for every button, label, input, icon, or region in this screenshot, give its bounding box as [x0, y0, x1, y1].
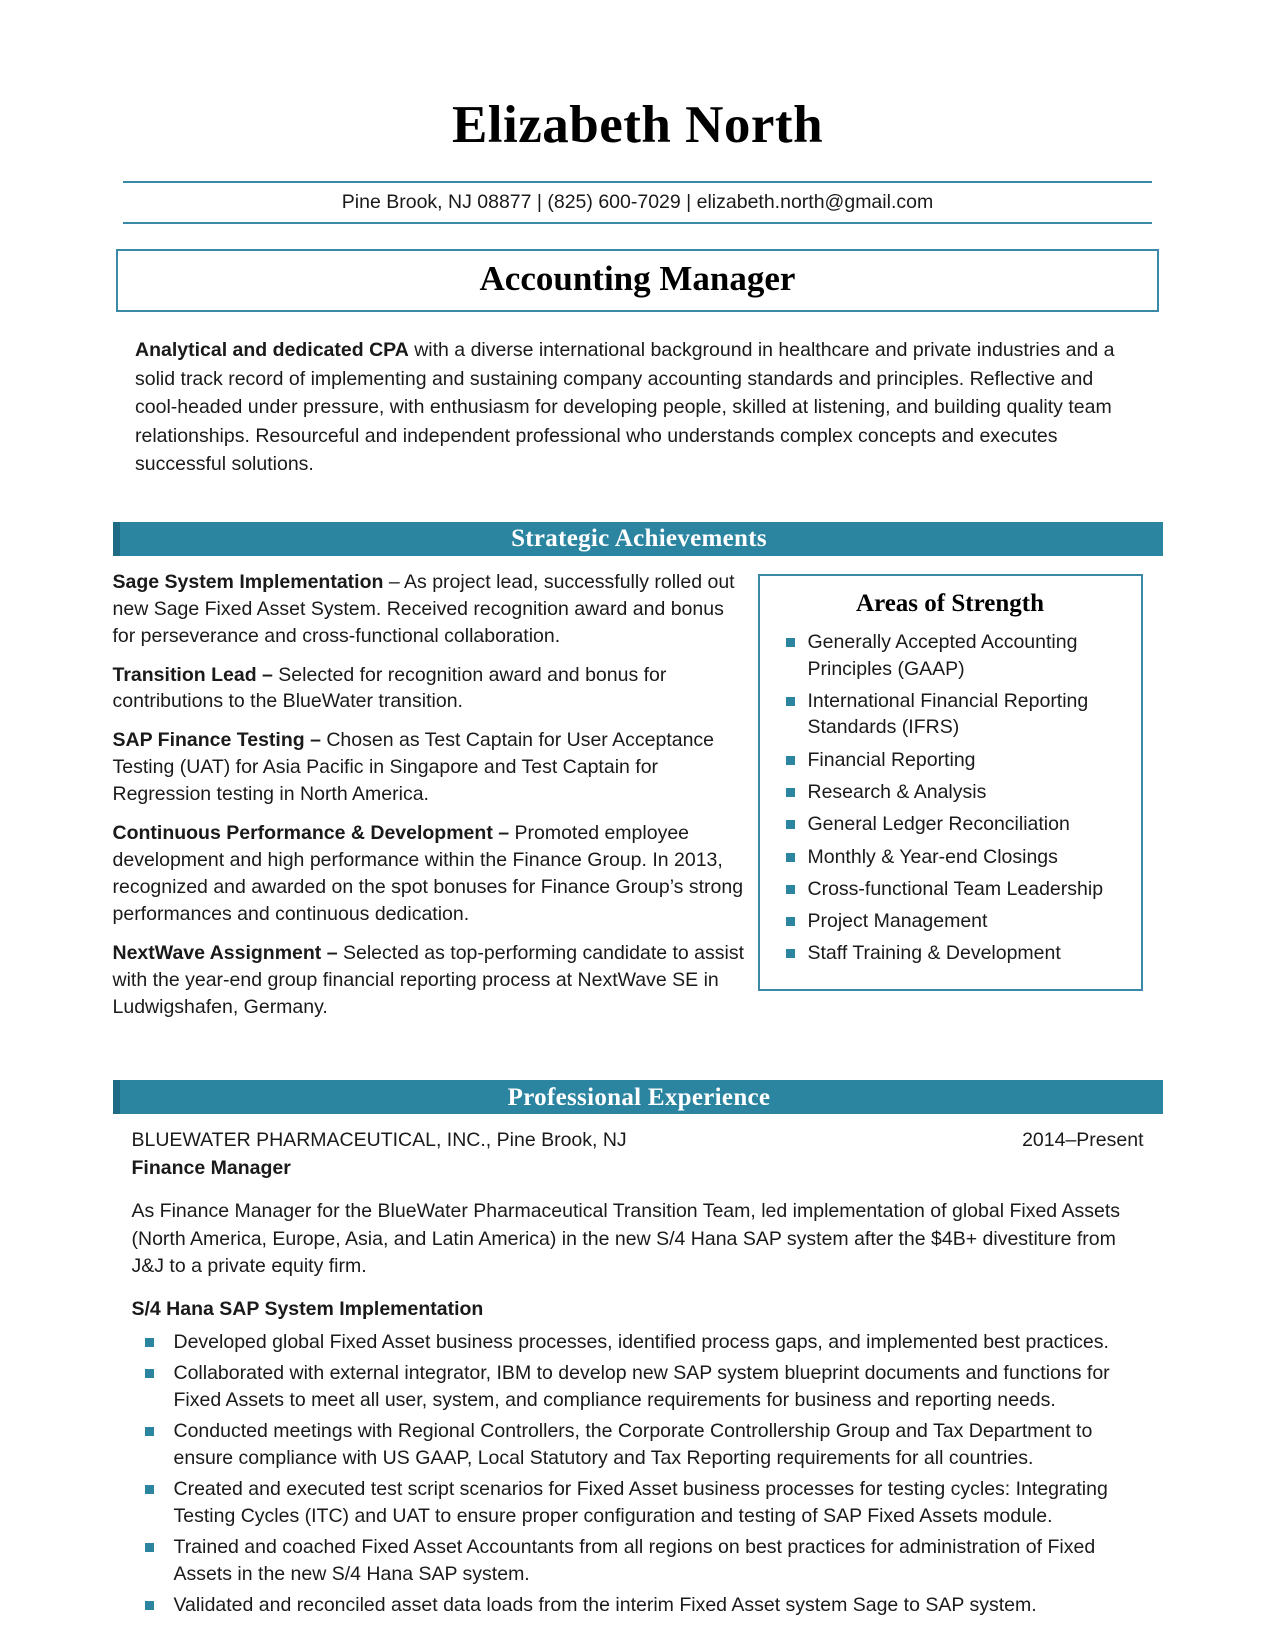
contact-line: Pine Brook, NJ 08877 | (825) 600-7029 | elizabeth.north@gmail.com [341, 190, 934, 213]
list-item-label: Validated and reconciled asset data loads from the interim Fixed Asset system Sage to SAP system. [173, 1593, 1037, 1616]
areas-of-strength-list [772, 629, 1129, 966]
list-item [772, 844, 1129, 870]
list-item-label: Conducted meetings with Regional Controllers, the Corporate Controllership Group and Tax Department to ensure compliance with US GAAP, Local Statutory and Tax Reporting requirements for all countries. [173, 1420, 1093, 1470]
list-item-label: Financial Reporting [807, 748, 976, 771]
role-summary: As Finance Manager for the BlueWater Pharmaceutical Transition Team, led implementation of global Fixed Assets (North America, Europe, Asia, and Latin America) in the new S/4 Hana SAP system after the $4B+ divestiture from J&J to a private equity firm. [131, 1200, 1120, 1278]
section-title: Strategic Achievements [511, 525, 767, 553]
square-bullet-icon [786, 638, 795, 647]
list-item [772, 747, 1129, 773]
job-title: Finance Manager [131, 1156, 291, 1179]
list-item-label: Trained and coached Fixed Asset Accountants from all regions on best practices for administration of Fixed Assets in the new S/4 Hana SAP system. [173, 1535, 1096, 1585]
achievement-item [113, 727, 748, 808]
list-item [772, 876, 1129, 902]
candidate-name: Elizabeth North [451, 96, 824, 154]
achievement-item [113, 569, 748, 650]
professional-experience-section [0, 1080, 1275, 1114]
square-bullet-icon [786, 756, 795, 765]
square-bullet-icon [786, 949, 795, 958]
experience-header [132, 1128, 1144, 1153]
list-item [772, 688, 1129, 741]
achievement-lead: Transition Lead – [112, 663, 273, 686]
section-bar-strategic-achievements [113, 522, 1163, 556]
list-item [132, 1476, 1144, 1530]
achievement-lead: NextWave Assignment – [112, 941, 338, 964]
list-item-label: General Ledger Reconciliation [807, 813, 1070, 836]
achievements-column [113, 569, 758, 1033]
section-bar-professional-experience [113, 1080, 1163, 1114]
list-item-label: Cross-functional Team Leadership [807, 877, 1104, 900]
list-item-label: Collaborated with external integrator, IBM to develop new SAP system blueprint documents and functions for Fixed Assets to meet all user, system, and compliance requirements for business and reporting needs. [173, 1362, 1110, 1412]
achievement-text: – As project lead, successfully rolled out new Sage Fixed Asset System. Received recognition award and bonus for perseverance and cross-functional collaboration. [112, 570, 735, 647]
square-bullet-icon [145, 1369, 154, 1378]
resume-header [0, 0, 1275, 154]
list-item [132, 1418, 1144, 1472]
summary-body: with a diverse international background in healthcare and private industries and a solid track record of implementing and sustaining company accounting standards and principles. Reflective and cool-headed under pressure, with enthusiasm for developing people, skilled at listening, and building quality team relationships. Resourceful and independent professional who understands complex concepts and executes successful solutions. [135, 339, 1115, 476]
employment-dates: 2014–Present [1022, 1129, 1144, 1152]
list-item-label: Generally Accepted Accounting Principles (GAAP) [807, 631, 1078, 680]
square-bullet-icon [145, 1601, 154, 1610]
achievement-text: Chosen as Test Captain for User Acceptance Testing (UAT) for Asia Pacific in Singapore and Test Captain for Regression testing in North America. [112, 729, 715, 806]
summary-lead: Analytical and dedicated CPA [135, 339, 409, 362]
list-item [772, 940, 1129, 966]
list-item [772, 629, 1129, 682]
square-bullet-icon [786, 885, 795, 894]
list-item [772, 779, 1129, 805]
achievement-lead: Sage System Implementation [112, 570, 384, 593]
professional-summary [135, 336, 1140, 478]
section-title: Professional Experience [507, 1083, 771, 1111]
list-item [132, 1360, 1144, 1414]
list-item [132, 1534, 1144, 1588]
square-bullet-icon [786, 917, 795, 926]
target-title: Accounting Manager [479, 258, 796, 298]
strategic-achievements-section [0, 522, 1275, 556]
experience-entry [132, 1114, 1144, 1618]
square-bullet-icon [786, 820, 795, 829]
employer-name: BLUEWATER PHARMACEUTICAL, INC., Pine Brook, NJ [131, 1129, 627, 1152]
square-bullet-icon [145, 1543, 154, 1552]
list-item-label: Monthly & Year-end Closings [807, 845, 1058, 868]
achievement-lead: Continuous Performance & Development – [112, 822, 510, 845]
square-bullet-icon [786, 788, 795, 797]
achievement-item [113, 820, 748, 928]
list-item [132, 1329, 1144, 1356]
list-item-label: Project Management [807, 910, 988, 933]
experience-subheading: S/4 Hana SAP System Implementation [131, 1298, 484, 1321]
achievement-text: Selected as top-performing candidate to assist with the year-end group financial reporting process at NextWave SE in Ludwigshafen, Germany. [112, 941, 745, 1018]
list-item [772, 908, 1129, 934]
achievement-text: Promoted employee development and high performance within the Finance Group. In 2013, recognized and awarded on the spot bonuses for Finance Group’s strong performances and continuous dedication. [112, 822, 744, 925]
areas-of-strength-title: Areas of Strength [856, 589, 1044, 617]
list-item [132, 1592, 1144, 1619]
achievements-row [113, 556, 1163, 1033]
list-item [772, 811, 1129, 837]
experience-bullet-list [132, 1329, 1144, 1618]
target-title-box [116, 249, 1159, 313]
list-item-label: International Financial Reporting Standards (IFRS) [807, 689, 1089, 739]
areas-of-strength-box [758, 574, 1143, 991]
achievement-text: Selected for recognition award and bonus for contributions to the BlueWater transition. [112, 663, 667, 713]
square-bullet-icon [786, 697, 795, 706]
achievement-lead: SAP Finance Testing – [112, 729, 321, 752]
square-bullet-icon [145, 1427, 154, 1436]
achievement-item [113, 662, 748, 716]
list-item-label: Staff Training & Development [807, 942, 1061, 965]
list-item-label: Research & Analysis [807, 780, 987, 803]
list-item-label: Created and executed test script scenarios for Fixed Asset business processes for testing cycles: Integrating Testing Cycles (ITC) and UAT to ensure proper configuration and testing of SAP Fixed Assets module. [173, 1478, 1108, 1527]
header-rule-bottom [123, 222, 1152, 224]
square-bullet-icon [145, 1485, 154, 1494]
achievement-item [113, 940, 748, 1021]
square-bullet-icon [786, 853, 795, 862]
list-item-label: Developed global Fixed Asset business processes, identified process gaps, and implemented best practices. [173, 1331, 1109, 1354]
square-bullet-icon [145, 1338, 154, 1347]
